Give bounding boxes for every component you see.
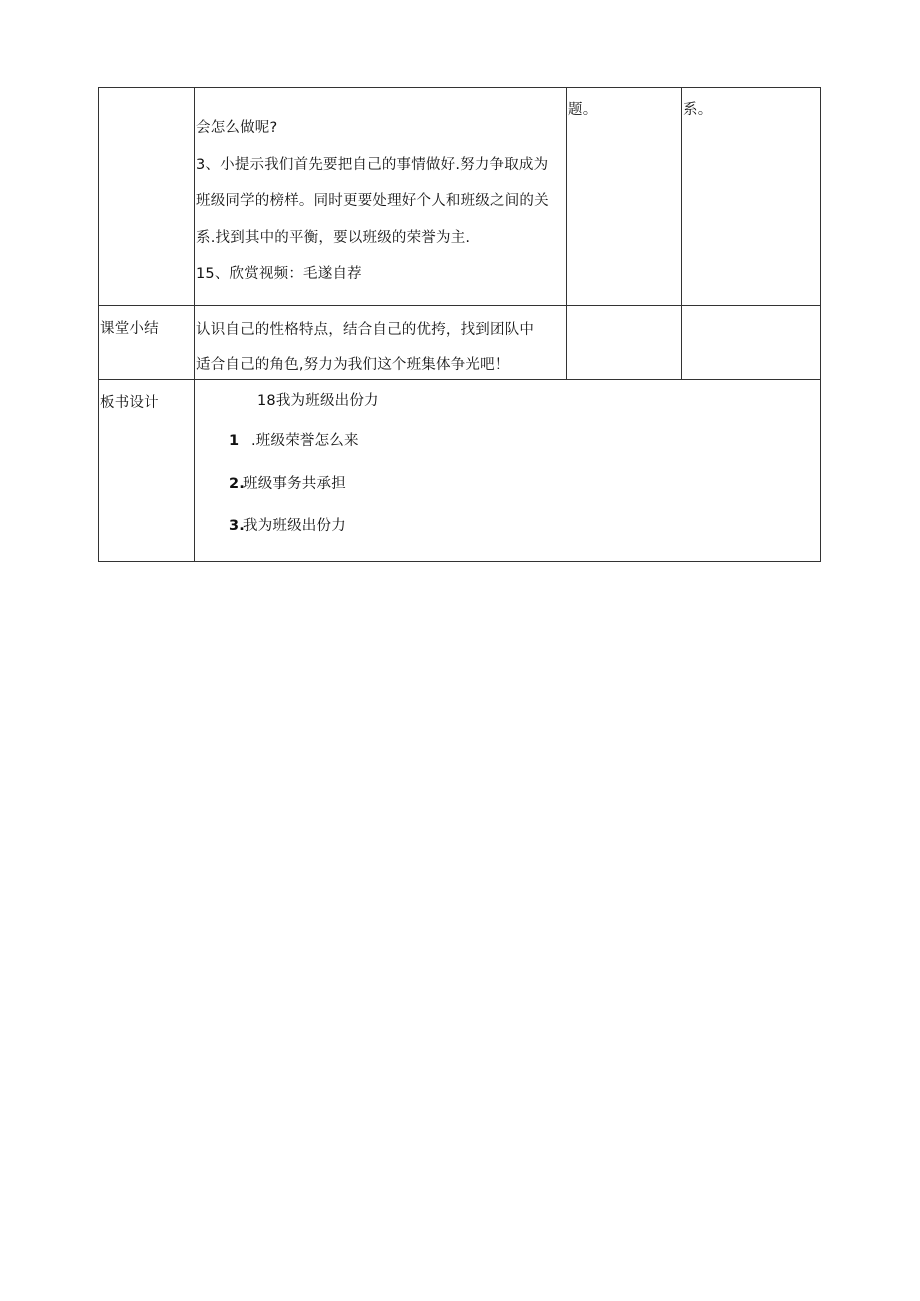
design-intent-cell: 系。 [683,102,713,118]
process-text-line: 班级同学的榜样。同时更要处理好个人和班级之间的关 [196,193,549,209]
table-column-divider [566,87,567,380]
process-text-line: 3、小提示我们首先要把自己的事情做好.努力争取成为 [196,157,549,173]
blackboard-title: 18我为班级出份力 [257,393,379,409]
lesson-summary-label: 课堂小结 [100,321,159,337]
table-border-right [820,87,821,562]
blackboard-item-text: .班级荣誉怎么来 [251,433,359,449]
table-row-divider [98,305,821,306]
table-border-left [98,87,99,562]
table-column-divider [681,87,682,380]
table-column-divider [194,87,195,562]
table-border-top [98,87,821,88]
lesson-summary-text: 认识自己的性格特点，结合自己的优挎，找到团队中 [196,322,535,338]
blackboard-item-text: 班级事务共承担 [243,476,346,492]
blackboard-item-number: 3. [229,518,245,534]
lesson-summary-text: 适合自己的角色,努力为我们这个班集体争光吧！ [196,357,510,373]
blackboard-item-number: 2. [229,476,245,492]
student-activity-cell: 题。 [568,102,598,118]
table-border-bottom [98,561,821,562]
process-text-line: 会怎么做呢? [196,120,278,136]
blackboard-item-text: 我为班级出份力 [243,518,346,534]
blackboard-design-label: 板书设计 [100,395,159,411]
table-row-divider [98,379,821,380]
process-text-line: 15、欣赏视频：毛遂自荐 [196,266,362,282]
process-text-line: 系.找到其中的平衡，要以班级的荣誉为主. [196,230,471,246]
blackboard-item-number: 1 [229,433,240,449]
